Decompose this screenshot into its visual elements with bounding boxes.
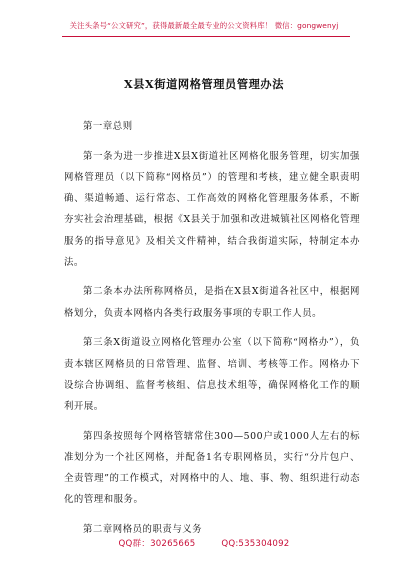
article-paragraph: 第三条X街道设立网格化管理办公室（以下简称“网格办”），负责本辖区网格员的日常管理、监督、培训、考核等工作。网格办下设综合协调组、监督考核组、信息技术组等，确保网格化工作的顺利开展。	[64, 337, 360, 412]
article-paragraph: 第四条按照每个网格管辖常住300—500户或1000人左右的标准划分为一个社区网格，并配备1名专职网格员，实行“分片包户、全责管理”的工作模式，对网格中的人、地、事、物、组织进行动态化的管理和服务。	[64, 430, 360, 506]
contact-footer	[0, 537, 408, 549]
chapter-heading: 第一章总则	[83, 121, 133, 132]
article-paragraph: 第二条本办法所称网格员，是指在X县X街道各社区中，根据网格划分，负责本网格内各类行政服务事项的专职工作人员。	[64, 286, 360, 319]
document-body	[64, 116, 360, 549]
qq-group-text: QQ群：30265665	[118, 539, 196, 549]
chapter-heading: 第二章网格员的职责与义务	[83, 523, 203, 535]
watermark-header	[0, 0, 408, 40]
qq-text: QQ:535304092	[221, 539, 290, 549]
header-divider	[62, 36, 350, 37]
header-notice: 关注头条号“公文研究”，获得最新最全最专业的公文资料库！ 微信：gongwenyj	[69, 21, 339, 30]
article-paragraph: 第一条为进一步推进X县X街道社区网格化服务管理，切实加强网格管理员（以下简称“网格员”）的管理和考核，建立健全职责明确、渠道畅通、运行常态、工作高效的网格化管理服务体系，不断夯实社会治理基础，根据《X县关于加强和改进城镇社区网格化管理服务的指导意见》及相关文件精神，结合我街道实际，特制定本办法。	[64, 150, 360, 268]
document-title: X县X街道网格管理员管理办法	[123, 77, 284, 91]
